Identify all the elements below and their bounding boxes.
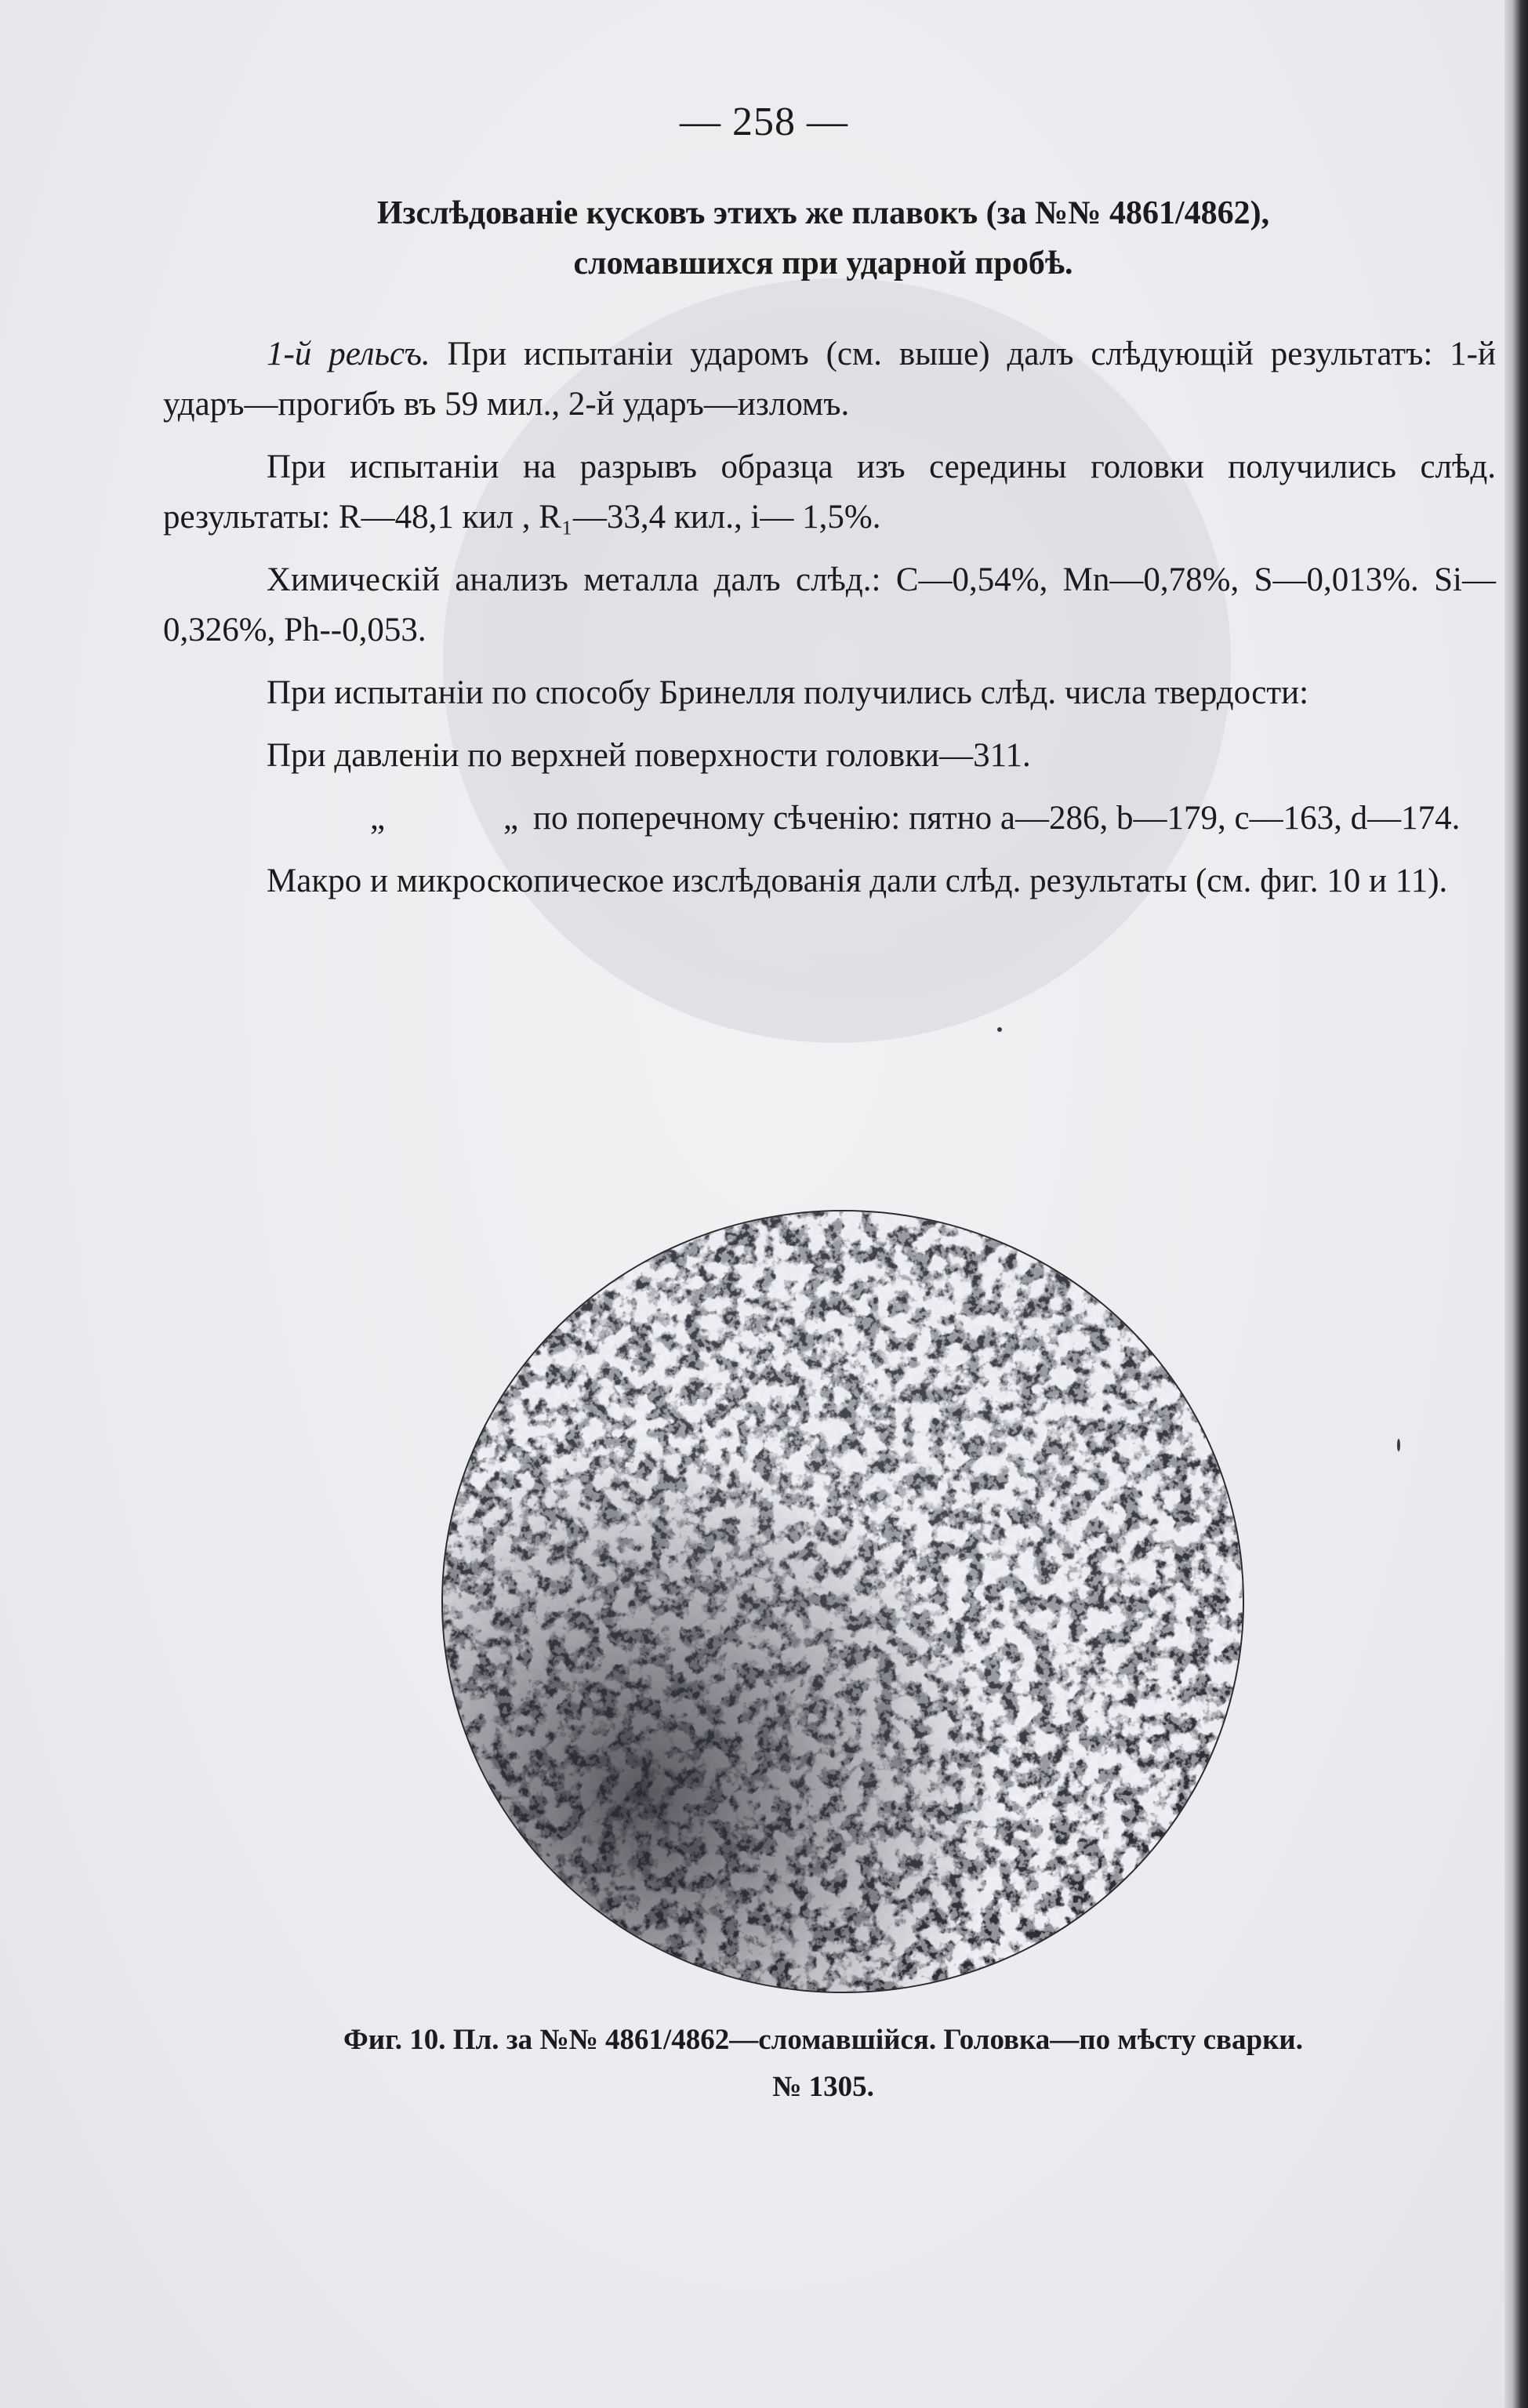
paragraph-rail-1 bbox=[163, 329, 1496, 430]
body-text bbox=[163, 329, 1496, 919]
paragraph-tensile-test: При испытаніи на разрывъ образца изъ середины головки получились слѣд. результаты: R—48,1 кил , R₁—33,4 кил., i— 1,5%. bbox=[163, 449, 1496, 536]
rail-label: 1-й рельсъ. bbox=[267, 336, 430, 372]
paragraph-macro-micro: Макро и микроскопическое изслѣдованія дали слѣд. результаты (см. фиг. 10 и 11). bbox=[267, 863, 1448, 899]
figure-caption-line-2: № 1305. bbox=[772, 2071, 874, 2103]
dust-speck bbox=[1397, 1439, 1400, 1451]
macro-etch-image bbox=[443, 1211, 1243, 1992]
paragraph-chemical-analysis: Химическій анализъ металла далъ слѣд.: C—0,54%, Mn—0,78%, S—0,013%. Si—0,326%, Ph--0,053. bbox=[163, 561, 1496, 648]
page-number: — 258 — bbox=[680, 100, 848, 144]
paragraph-hardness-cross-text: по поперечному сѣченію: пятно a—286, b—179, c—163, d—174. bbox=[533, 800, 1461, 837]
dust-speck bbox=[997, 1027, 1002, 1032]
section-heading-line-1: Изслѣдованіе кусковъ этихъ же плавокъ (за №№ 4861/4862), bbox=[376, 195, 1270, 231]
book-spine-edge bbox=[1504, 0, 1528, 2408]
ditto-mark: „ bbox=[370, 800, 386, 837]
paragraph-rail-1-text: При испытаніи ударомъ (см. выше) далъ слѣдующій результатъ: 1-й ударъ—прогибъ въ 59 мил., 2-й ударъ—изломъ. bbox=[163, 336, 1497, 423]
paragraph-hardness-top: При давленіи по верхней поверхности головки—311. bbox=[267, 737, 1031, 774]
figure-caption bbox=[180, 2017, 1466, 2111]
figure-caption-line-1: Фиг. 10. Пл. за №№ 4861/4862—сломавшійся. Головка—по мѣсту сварки. bbox=[343, 2024, 1304, 2056]
paragraph-hardness-cross bbox=[163, 794, 1496, 844]
section-heading bbox=[180, 188, 1466, 289]
ditto-mark: „ bbox=[503, 800, 519, 837]
paragraph-brinell: При испытаніи по способу Бринелля получились слѣд. числа твердости: bbox=[267, 674, 1309, 711]
macro-etch-figure bbox=[443, 1211, 1243, 1992]
section-heading-line-2: сломавшихся при ударной пробѣ. bbox=[573, 245, 1073, 281]
